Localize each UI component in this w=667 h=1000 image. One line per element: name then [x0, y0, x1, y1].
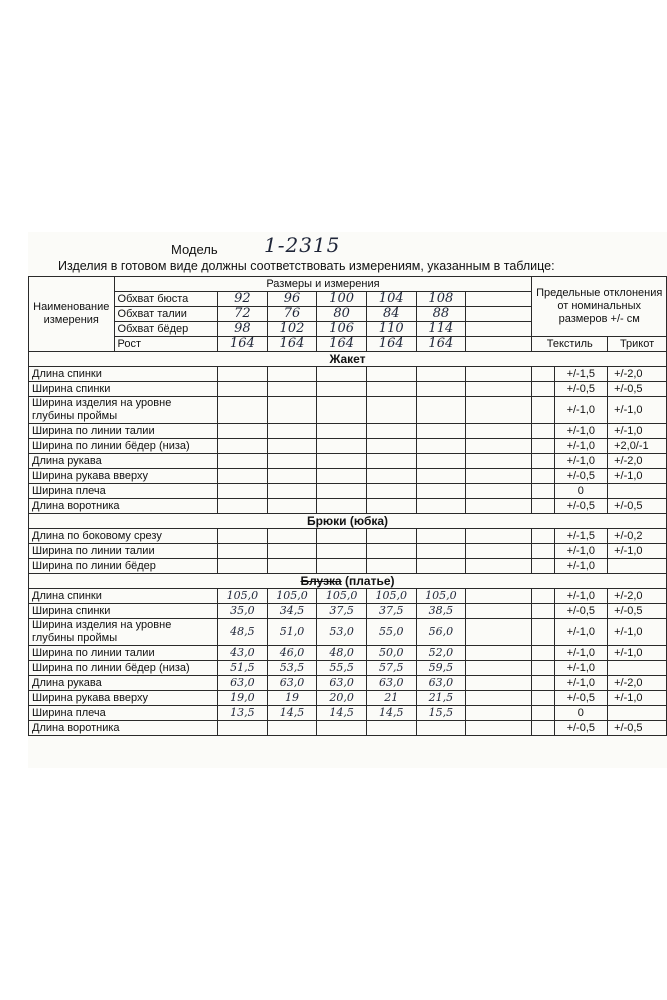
size-value: 164 — [366, 337, 416, 352]
blank-cell — [466, 691, 532, 706]
cell-value — [218, 367, 268, 382]
cell-value — [416, 469, 466, 484]
cell-value — [218, 469, 268, 484]
table-row — [29, 604, 667, 619]
tolerance-textile: +/-1,0 — [554, 646, 608, 661]
blank-cell — [466, 544, 532, 559]
size-value: 104 — [366, 292, 416, 307]
cell-value: 46,0 — [267, 646, 317, 661]
cell-value — [366, 367, 416, 382]
cell-value — [366, 397, 416, 424]
section-title: Блузка (платье) — [29, 574, 667, 589]
cell-value: 38,5 — [416, 604, 466, 619]
cell-value: 15,5 — [416, 706, 466, 721]
tolerance-knit: +/-0,5 — [608, 604, 667, 619]
table-row — [29, 367, 667, 382]
blank-cell — [466, 382, 532, 397]
blank-cell — [466, 397, 532, 424]
cell-value — [267, 424, 317, 439]
cell-value — [218, 439, 268, 454]
cell-value — [366, 559, 416, 574]
gap-cell — [532, 544, 554, 559]
cell-value — [366, 721, 416, 736]
gap-cell — [532, 691, 554, 706]
cell-value — [317, 484, 367, 499]
cell-value: 63,0 — [267, 676, 317, 691]
measure-label: Обхват бёдер — [114, 322, 218, 337]
cell-value — [416, 454, 466, 469]
sizes-title: Размеры и измерения — [114, 277, 532, 292]
row-label: Ширина по линии бёдер (низа) — [29, 661, 218, 676]
table-row — [29, 646, 667, 661]
cell-value: 51,0 — [267, 619, 317, 646]
cell-value — [267, 397, 317, 424]
gap-cell — [532, 454, 554, 469]
cell-value — [218, 397, 268, 424]
row-label: Ширина плеча — [29, 484, 218, 499]
tolerance-knit: +/-1,0 — [608, 646, 667, 661]
blank-cell — [466, 619, 532, 646]
size-value: 102 — [267, 322, 317, 337]
cell-value — [317, 397, 367, 424]
size-value: 100 — [317, 292, 367, 307]
cell-value: 21 — [366, 691, 416, 706]
size-value: 164 — [317, 337, 367, 352]
gap-cell — [532, 646, 554, 661]
tolerance-textile: +/-0,5 — [554, 382, 608, 397]
size-value: 98 — [218, 322, 268, 337]
blank-cell — [466, 469, 532, 484]
table-row — [29, 397, 667, 424]
gap-cell — [532, 484, 554, 499]
tolerance-knit — [608, 706, 667, 721]
tolerance-textile: +/-1,5 — [554, 367, 608, 382]
cell-value: 52,0 — [416, 646, 466, 661]
section-title-row — [29, 352, 667, 367]
tolerance-knit: +/-0,5 — [608, 721, 667, 736]
cell-value: 19,0 — [218, 691, 268, 706]
size-value: 164 — [218, 337, 268, 352]
blank-cell — [466, 721, 532, 736]
cell-value: 59,5 — [416, 661, 466, 676]
cell-value: 34,5 — [267, 604, 317, 619]
row-label: Ширина рукава вверху — [29, 691, 218, 706]
table-row — [29, 454, 667, 469]
blank-cell — [466, 439, 532, 454]
gap-cell — [532, 619, 554, 646]
measurement-sheet — [28, 232, 667, 768]
cell-value — [416, 499, 466, 514]
section-title: Брюки (юбка) — [29, 514, 667, 529]
tolerance-knit: +/-1,0 — [608, 424, 667, 439]
cell-value — [416, 721, 466, 736]
tolerance-textile: +/-1,0 — [554, 424, 608, 439]
cell-value — [416, 424, 466, 439]
size-value: 96 — [267, 292, 317, 307]
cell-value — [366, 424, 416, 439]
tolerance-textile: +/-1,0 — [554, 676, 608, 691]
row-label: Ширина изделия на уровне глубины проймы — [29, 619, 218, 646]
cell-value — [366, 454, 416, 469]
cell-value — [218, 499, 268, 514]
table-row — [29, 439, 667, 454]
tolerance-knit: +/-0,5 — [608, 382, 667, 397]
measure-label: Обхват бюста — [114, 292, 218, 307]
cell-value — [218, 529, 268, 544]
cell-value — [317, 439, 367, 454]
row-label: Длина по боковому срезу — [29, 529, 218, 544]
cell-value — [218, 454, 268, 469]
cell-value — [267, 721, 317, 736]
cell-value — [267, 544, 317, 559]
tolerance-textile: +/-1,5 — [554, 529, 608, 544]
blank-cell — [466, 499, 532, 514]
size-value: 110 — [366, 322, 416, 337]
size-value: 108 — [416, 292, 466, 307]
tolerance-knit: +2,0/-1 — [608, 439, 667, 454]
gap-cell — [532, 661, 554, 676]
instruction-text: Изделия в готовом виде должны соответствовать измерениям, указанным в таблице: — [58, 259, 555, 273]
measurement-table — [28, 276, 667, 736]
row-label: Ширина рукава вверху — [29, 469, 218, 484]
cell-value — [218, 559, 268, 574]
cell-value — [416, 439, 466, 454]
row-label: Ширина по линии бёдер — [29, 559, 218, 574]
row-label: Длина спинки — [29, 367, 218, 382]
cell-value: 35,0 — [218, 604, 268, 619]
blank-cell — [466, 424, 532, 439]
blank-cell — [466, 676, 532, 691]
cell-value: 105,0 — [416, 589, 466, 604]
cell-value — [317, 367, 367, 382]
row-label: Ширина спинки — [29, 604, 218, 619]
cell-value — [218, 424, 268, 439]
model-number: 1-2315 — [264, 233, 341, 257]
blank-cell — [466, 337, 532, 352]
cell-value — [267, 529, 317, 544]
gap-cell — [532, 529, 554, 544]
table-row — [29, 499, 667, 514]
section-title: Жакет — [29, 352, 667, 367]
cell-value: 56,0 — [416, 619, 466, 646]
tolerance-knit: +/-1,0 — [608, 397, 667, 424]
tolerance-textile: +/-0,5 — [554, 691, 608, 706]
cell-value — [267, 469, 317, 484]
tolerance-header: Предельные отклонения от номинальных размеров +/- см — [532, 277, 667, 337]
cell-value: 63,0 — [416, 676, 466, 691]
tolerance-textile: +/-1,0 — [554, 544, 608, 559]
blank-cell — [466, 307, 532, 322]
cell-value: 63,0 — [366, 676, 416, 691]
section-title-strike: Блузка — [300, 574, 342, 588]
cell-value: 48,5 — [218, 619, 268, 646]
cell-value — [416, 367, 466, 382]
tolerance-knit: +/-2,0 — [608, 589, 667, 604]
blank-cell — [466, 484, 532, 499]
section-title-row — [29, 514, 667, 529]
size-value: 88 — [416, 307, 466, 322]
cell-value: 63,0 — [218, 676, 268, 691]
table-row — [29, 544, 667, 559]
tolerance-textile: +/-0,5 — [554, 499, 608, 514]
tolerance-textile-header: Текстиль — [532, 337, 608, 352]
cell-value: 57,5 — [366, 661, 416, 676]
cell-value — [317, 544, 367, 559]
measure-label: Рост — [114, 337, 218, 352]
cell-value — [416, 382, 466, 397]
blank-cell — [466, 367, 532, 382]
tolerance-knit: +/-0,5 — [608, 499, 667, 514]
tolerance-knit — [608, 661, 667, 676]
cell-value: 14,5 — [366, 706, 416, 721]
size-value: 76 — [267, 307, 317, 322]
size-value: 72 — [218, 307, 268, 322]
gap-cell — [532, 382, 554, 397]
model-label: Модель — [171, 242, 218, 257]
cell-value: 53,0 — [317, 619, 367, 646]
table-row — [29, 706, 667, 721]
cell-value — [366, 529, 416, 544]
tolerance-knit-header: Трикот — [608, 337, 667, 352]
tolerance-knit: +/-1,0 — [608, 469, 667, 484]
gap-cell — [532, 604, 554, 619]
table-row — [29, 529, 667, 544]
cell-value — [218, 544, 268, 559]
tolerance-knit: +/-0,2 — [608, 529, 667, 544]
name-column-header: Наименование измерения — [29, 277, 115, 352]
tolerance-textile: +/-1,0 — [554, 559, 608, 574]
blank-cell — [466, 559, 532, 574]
cell-value — [317, 559, 367, 574]
cell-value — [416, 529, 466, 544]
tolerance-knit: +/-1,0 — [608, 619, 667, 646]
row-label: Ширина по линии талии — [29, 544, 218, 559]
blank-cell — [466, 706, 532, 721]
gap-cell — [532, 559, 554, 574]
tolerance-textile: 0 — [554, 484, 608, 499]
cell-value — [267, 454, 317, 469]
tolerance-textile: +/-1,0 — [554, 661, 608, 676]
row-label: Длина спинки — [29, 589, 218, 604]
cell-value: 53,5 — [267, 661, 317, 676]
size-value: 114 — [416, 322, 466, 337]
cell-value: 105,0 — [366, 589, 416, 604]
cell-value: 55,5 — [317, 661, 367, 676]
size-value: 106 — [317, 322, 367, 337]
cell-value — [317, 469, 367, 484]
gap-cell — [532, 367, 554, 382]
cell-value — [317, 529, 367, 544]
cell-value: 13,5 — [218, 706, 268, 721]
size-value: 80 — [317, 307, 367, 322]
cell-value: 19 — [267, 691, 317, 706]
blank-cell — [466, 529, 532, 544]
cell-value: 37,5 — [317, 604, 367, 619]
section-title-row — [29, 574, 667, 589]
cell-value: 55,0 — [366, 619, 416, 646]
table-row — [29, 382, 667, 397]
table-row — [29, 469, 667, 484]
cell-value — [317, 424, 367, 439]
tolerance-textile: +/-1,0 — [554, 397, 608, 424]
tolerance-textile: +/-0,5 — [554, 721, 608, 736]
table-row — [29, 484, 667, 499]
blank-cell — [466, 646, 532, 661]
cell-value: 43,0 — [218, 646, 268, 661]
row-label: Ширина изделия на уровне глубины проймы — [29, 397, 218, 424]
size-value: 92 — [218, 292, 268, 307]
tolerance-textile: +/-1,0 — [554, 619, 608, 646]
size-value: 164 — [416, 337, 466, 352]
cell-value: 48,0 — [317, 646, 367, 661]
tolerance-knit — [608, 559, 667, 574]
cell-value: 51,5 — [218, 661, 268, 676]
row-label: Длина воротника — [29, 721, 218, 736]
gap-cell — [532, 439, 554, 454]
table-row — [29, 691, 667, 706]
cell-value: 14,5 — [317, 706, 367, 721]
cell-value — [416, 397, 466, 424]
table-row — [29, 619, 667, 646]
blank-cell — [466, 454, 532, 469]
cell-value — [366, 484, 416, 499]
cell-value — [267, 367, 317, 382]
cell-value: 20,0 — [317, 691, 367, 706]
blank-cell — [466, 292, 532, 307]
cell-value — [267, 382, 317, 397]
table-row — [29, 589, 667, 604]
measure-label: Обхват талии — [114, 307, 218, 322]
cell-value — [416, 544, 466, 559]
row-label: Ширина плеча — [29, 706, 218, 721]
table-row — [29, 424, 667, 439]
blank-cell — [466, 589, 532, 604]
tolerance-knit: +/-2,0 — [608, 367, 667, 382]
cell-value — [317, 721, 367, 736]
cell-value — [416, 559, 466, 574]
gap-cell — [532, 469, 554, 484]
size-value: 84 — [366, 307, 416, 322]
cell-value — [218, 721, 268, 736]
cell-value — [366, 382, 416, 397]
table-row — [29, 559, 667, 574]
cell-value — [218, 382, 268, 397]
table-row — [29, 676, 667, 691]
row-label: Длина рукава — [29, 676, 218, 691]
cell-value — [317, 382, 367, 397]
blank-cell — [466, 322, 532, 337]
header-row — [29, 337, 667, 352]
cell-value — [317, 499, 367, 514]
tolerance-knit: +/-2,0 — [608, 676, 667, 691]
tolerance-textile: 0 — [554, 706, 608, 721]
cell-value — [366, 469, 416, 484]
tolerance-textile: +/-0,5 — [554, 604, 608, 619]
cell-value: 14,5 — [267, 706, 317, 721]
cell-value: 105,0 — [218, 589, 268, 604]
tolerance-knit: +/-1,0 — [608, 544, 667, 559]
gap-cell — [532, 499, 554, 514]
gap-cell — [532, 721, 554, 736]
gap-cell — [532, 397, 554, 424]
cell-value: 21,5 — [416, 691, 466, 706]
cell-value — [267, 484, 317, 499]
cell-value — [267, 439, 317, 454]
gap-cell — [532, 706, 554, 721]
tolerance-textile: +/-1,0 — [554, 439, 608, 454]
cell-value — [218, 484, 268, 499]
sizes-title-row — [29, 277, 667, 292]
gap-cell — [532, 589, 554, 604]
gap-cell — [532, 424, 554, 439]
cell-value: 63,0 — [317, 676, 367, 691]
row-label: Ширина по линии бёдер (низа) — [29, 439, 218, 454]
cell-value: 50,0 — [366, 646, 416, 661]
tolerance-textile: +/-1,0 — [554, 454, 608, 469]
row-label: Длина рукава — [29, 454, 218, 469]
cell-value — [366, 499, 416, 514]
tolerance-knit: +/-1,0 — [608, 691, 667, 706]
gap-cell — [532, 676, 554, 691]
cell-value — [366, 544, 416, 559]
tolerance-knit: +/-2,0 — [608, 454, 667, 469]
row-label: Ширина по линии талии — [29, 424, 218, 439]
cell-value — [366, 439, 416, 454]
tolerance-knit — [608, 484, 667, 499]
row-label: Ширина по линии талии — [29, 646, 218, 661]
cell-value — [267, 499, 317, 514]
table-row — [29, 721, 667, 736]
row-label: Ширина спинки — [29, 382, 218, 397]
tolerance-textile: +/-1,0 — [554, 589, 608, 604]
blank-cell — [466, 661, 532, 676]
table-row — [29, 661, 667, 676]
blank-cell — [466, 604, 532, 619]
cell-value: 105,0 — [317, 589, 367, 604]
size-value: 164 — [267, 337, 317, 352]
cell-value: 37,5 — [366, 604, 416, 619]
cell-value — [267, 559, 317, 574]
cell-value: 105,0 — [267, 589, 317, 604]
cell-value — [416, 484, 466, 499]
tolerance-textile: +/-0,5 — [554, 469, 608, 484]
cell-value — [317, 454, 367, 469]
row-label: Длина воротника — [29, 499, 218, 514]
